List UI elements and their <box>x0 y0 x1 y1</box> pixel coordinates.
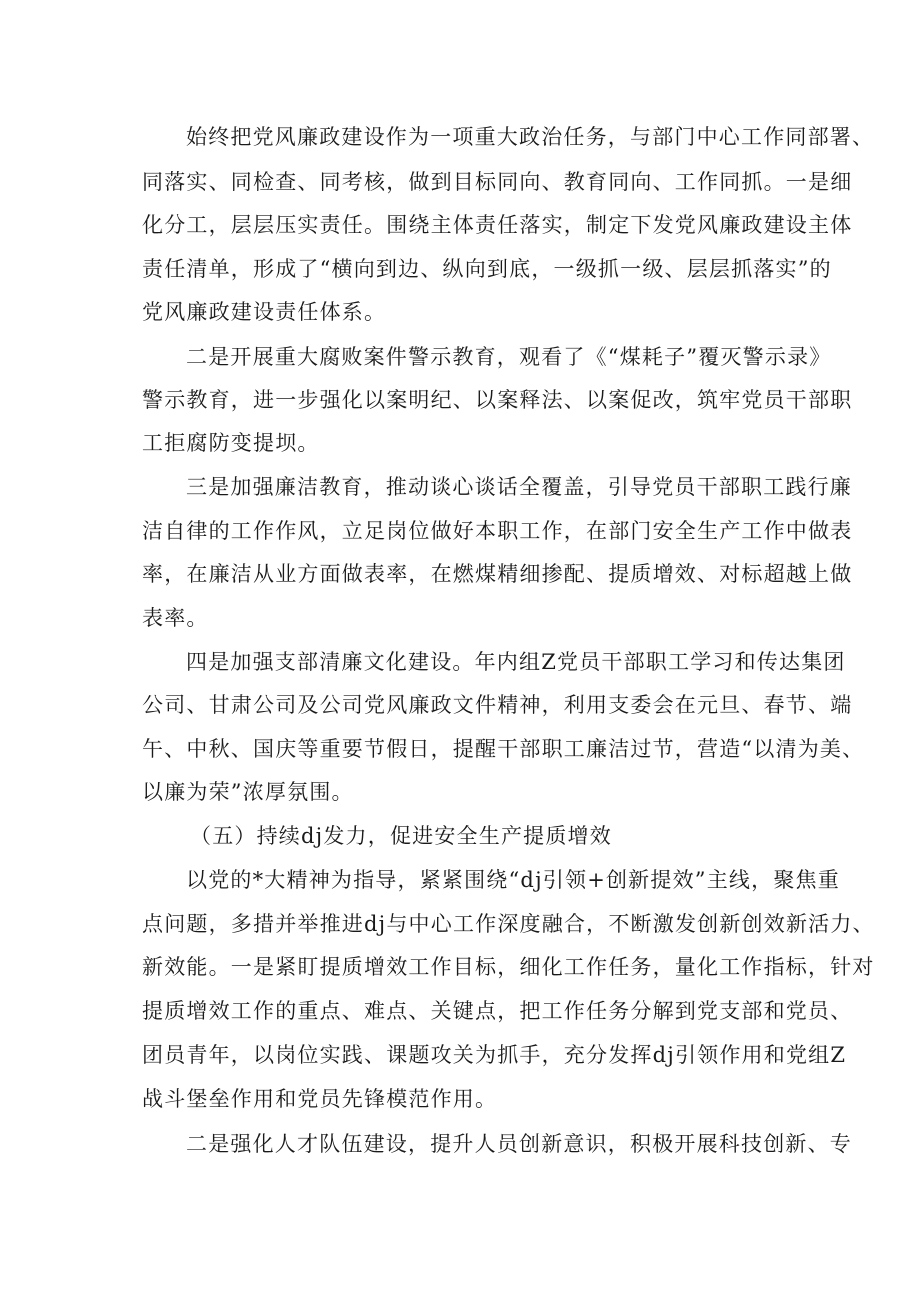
paragraph-3-line-2: 洁自律的工作作风，立足岗位做好本职工作，在部门安全生产工作中做表 <box>142 519 853 543</box>
paragraph-1-line-2: 同落实、同检查、同考核，做到目标同向、教育同向、工作同抓。一是细 <box>142 170 853 194</box>
paragraph-3-line-3: 率，在廉洁从业方面做表率，在燃煤精细掺配、提质增效、对标超越上做 <box>142 562 853 586</box>
paragraph-1-line-3: 化分工，层层压实责任。围绕主体责任落实，制定下发党风廉政建设主体 <box>142 213 853 237</box>
section-heading-5: （五）持续dj发力，促进安全生产提质增效 <box>190 824 612 848</box>
paragraph-1-line-1: 始终把党风廉政建设作为一项重大政治任务，与部门中心工作同部署、 <box>186 125 875 149</box>
paragraph-5-line-4: 提质增效工作的重点、难点、关键点，把工作任务分解到党支部和党员、 <box>142 999 853 1023</box>
paragraph-1-line-5: 党风廉政建设责任体系。 <box>142 300 387 324</box>
paragraph-5-line-5: 团员青年，以岗位实践、课题攻关为抓手，充分发挥dj引领作用和党组Z <box>142 1043 847 1067</box>
paragraph-5-line-1: 以党的*大精神为指导，紧紧围绕“dj引领+创新提效”主线，聚焦重 <box>186 868 840 892</box>
paragraph-6-line-1: 二是强化人才队伍建设，提升人员创新意识，积极开展科技创新、专 <box>186 1132 852 1156</box>
paragraph-3-line-1: 三是加强廉洁教育，推动谈心谈话全覆盖，引导党员干部职工践行廉 <box>186 475 852 499</box>
paragraph-4-line-2: 公司、甘肃公司及公司党风廉政文件精神，利用支委会在元旦、春节、端 <box>142 693 853 717</box>
paragraph-3-line-4: 表率。 <box>142 606 209 630</box>
paragraph-5-line-2: 点问题，多措并举推进dj与中心工作深度融合，不断激发创新创效新活力、 <box>142 912 875 936</box>
paragraph-2-line-1: 二是开展重大腐败案件警示教育，观看了《“煤耗子”覆灭警示录》 <box>186 345 832 369</box>
paragraph-1-line-4: 责任清单，形成了“横向到边、纵向到底，一级抓一级、层层抓落实”的 <box>142 257 832 281</box>
paragraph-5-line-6: 战斗堡垒作用和党员先锋模范作用。 <box>142 1087 498 1111</box>
paragraph-5-line-3: 新效能。一是紧盯提质增效工作目标，细化工作任务，量化工作指标，针对 <box>142 955 875 979</box>
paragraph-2-line-3: 工拒腐防变提坝。 <box>142 431 320 455</box>
paragraph-4-line-1: 四是加强支部清廉文化建设。年内组Z党员干部职工学习和传达集团 <box>186 650 846 674</box>
paragraph-4-line-3: 午、中秋、国庆等重要节假日，提醒干部职工廉洁过节，营造“以清为美、 <box>142 737 865 761</box>
paragraph-4-line-4: 以廉为荣”浓厚氛围。 <box>142 780 354 804</box>
paragraph-2-line-2: 警示教育，进一步强化以案明纪、以案释法、以案促改，筑牢党员干部职 <box>142 388 853 412</box>
